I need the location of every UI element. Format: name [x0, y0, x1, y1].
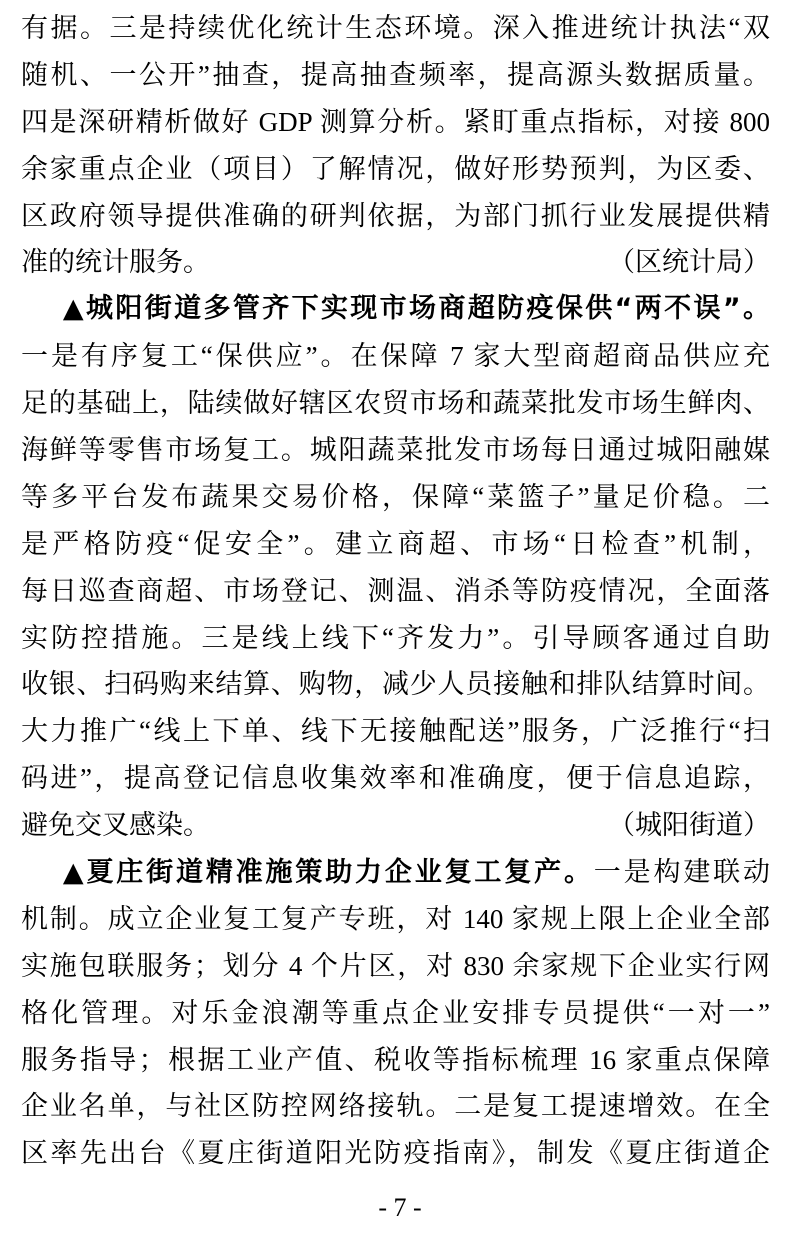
text-line: 机制。成立企业复工复产专班，对 140 家规上限上企业全部: [21, 903, 770, 934]
text-line: 服务指导；根据工业产值、税收等指标梳理 16 家重点保障: [21, 1044, 770, 1075]
text-line: 一是有序复工“保供应”。在保障 7 家大型商超商品供应充: [21, 341, 770, 372]
text-line: 实施包联服务；划分 4 个片区，对 830 余家规下企业实行网: [21, 950, 770, 981]
text-line: 避免交叉感染。: [21, 810, 210, 841]
text-line: 企业名单，与社区防控网络接轨。二是复工提速增效。在全: [21, 1091, 770, 1122]
paragraph-end-line: [21, 239, 770, 286]
text-line: 有据。三是持续优化统计生态环境。深入推进统计执法“双: [21, 13, 770, 43]
text-line: 每日巡查商超、市场登记、测温、消杀等防疫情况，全面落: [21, 575, 770, 606]
text-line: 大力推广“线上下单、线下无接触配送”服务，广泛推行“扫: [21, 716, 770, 747]
paragraph-end-line: [21, 802, 770, 849]
text-line: 海鲜等零售市场复工。城阳蔬菜批发市场每日通过城阳融媒: [21, 435, 770, 466]
text-line: 准的统计服务。: [21, 247, 210, 278]
text-line: 足的基础上，陆续做好辖区农贸市场和蔬菜批发市场生鲜肉、: [21, 388, 770, 419]
text-line: 四是深研精析做好 GDP 测算分析。紧盯重点指标，对接 800: [21, 106, 770, 137]
text-line: 是严格防疫“促安全”。建立商超、市场“日检查”机制，: [21, 528, 770, 559]
section-heading: ▲夏庄街道精准施策助力企业复工复产。: [62, 857, 594, 889]
text-line: 随机、一公开”抽查，提高抽查频率，提高源头数据质量。: [21, 59, 770, 90]
text-line: 一是构建联动: [593, 857, 771, 888]
text-line: 余家重点企业（项目）了解情况，做好形势预判，为区委、: [21, 153, 770, 184]
text-line: 码进”，提高登记信息收集效率和准确度，便于信息追踪，: [21, 763, 770, 794]
attribution-source: （区统计局）: [608, 247, 770, 278]
text-line: 实防控措施。三是线上线下“齐发力”。引导顾客通过自助: [21, 622, 770, 653]
text-line: 收银、扫码购来结算、购物，减少人员接触和排队结算时间。: [21, 669, 770, 700]
text-line: 格化管理。对乐金浪潮等重点企业安排专员提供“一对一”: [21, 997, 770, 1028]
page-number: - 7 -: [378, 1193, 422, 1222]
section-heading-line: [21, 849, 770, 896]
text-line: 区政府领导提供准确的研判依据，为部门抓行业发展提供精: [21, 200, 770, 231]
attribution-source: （城阳街道）: [608, 810, 770, 841]
section-heading: ▲城阳街道多管齐下实现市场商超防疫保供“两不误”。: [62, 293, 770, 325]
text-line: 区率先出台《夏庄街道阳光防疫指南》，制发《夏庄街道企: [21, 1138, 770, 1169]
text-line: 等多平台发布蔬果交易价格，保障“菜篮子”量足价稳。二: [21, 481, 770, 512]
